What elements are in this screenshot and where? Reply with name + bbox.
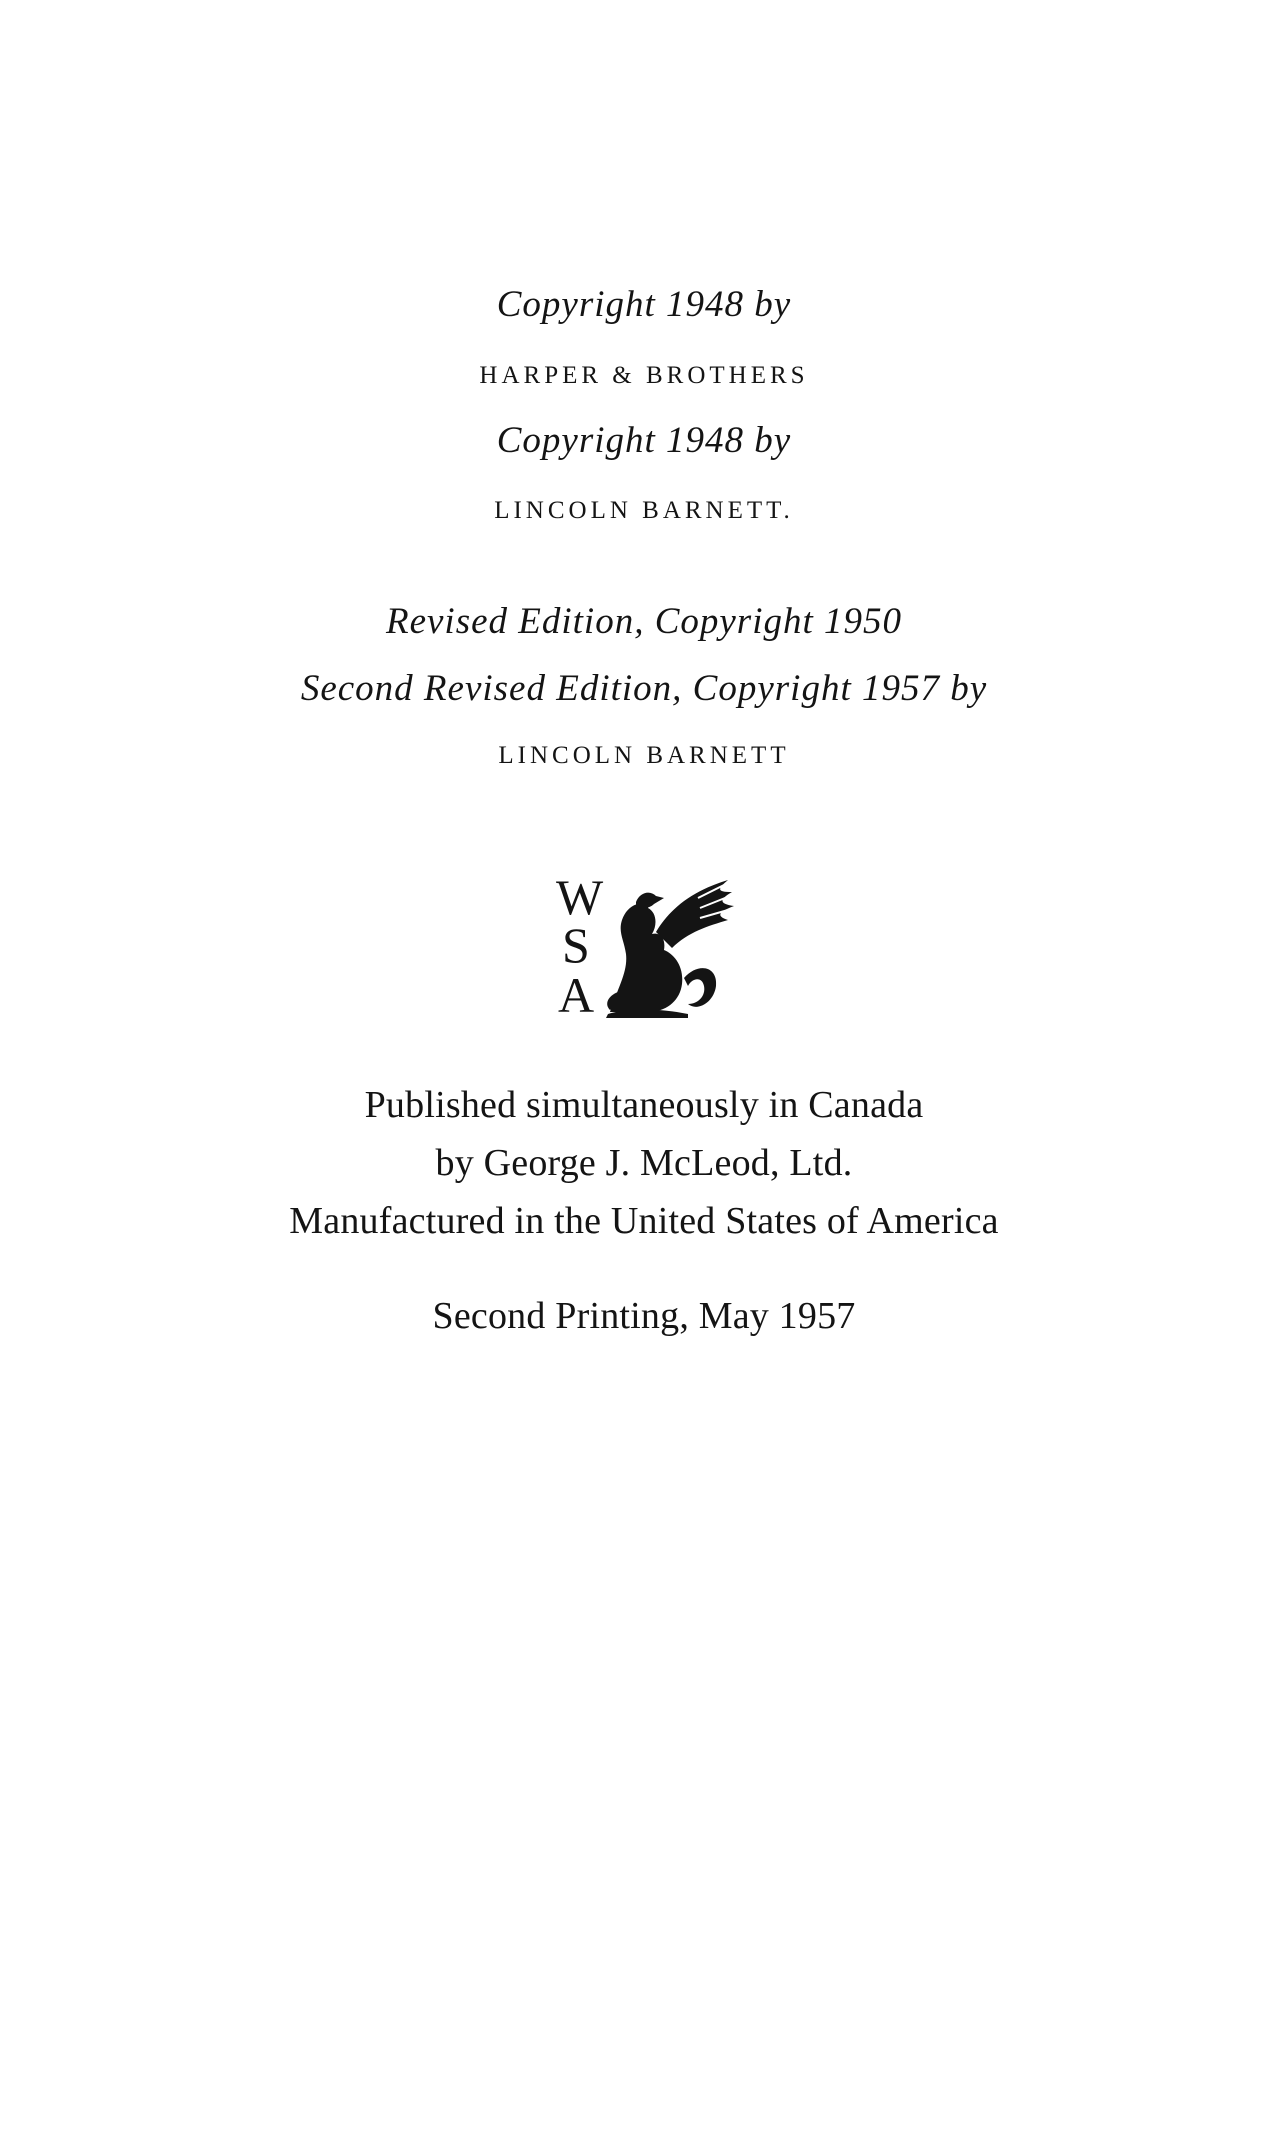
mcleod-line: by George J. McLeod, Ltd. [435,1142,853,1184]
svg-text:A: A [558,967,595,1022]
printing-line: Second Printing, May 1957 [432,1295,856,1337]
copyright-line-2: Copyright 1948 by [496,420,792,461]
published-canada-line: Published simultaneously in Canada [364,1084,924,1126]
author-name: LINCOLN BARNETT. [494,497,794,524]
author-name-2: LINCOLN BARNETT [498,742,790,769]
copyright-line-1: Copyright 1948 by [496,284,792,325]
svg-text:S: S [562,917,590,973]
manufactured-line: Manufactured in the United States of America [289,1200,999,1242]
revised-edition-line: Revised Edition, Copyright 1950 [385,601,903,642]
svg-text:W: W [556,869,604,925]
publisher-name: HARPER & BROTHERS [479,362,809,389]
second-revised-edition-line: Second Revised Edition, Copyright 1957 by [300,668,988,709]
griffin-colophon-icon [548,862,748,1022]
